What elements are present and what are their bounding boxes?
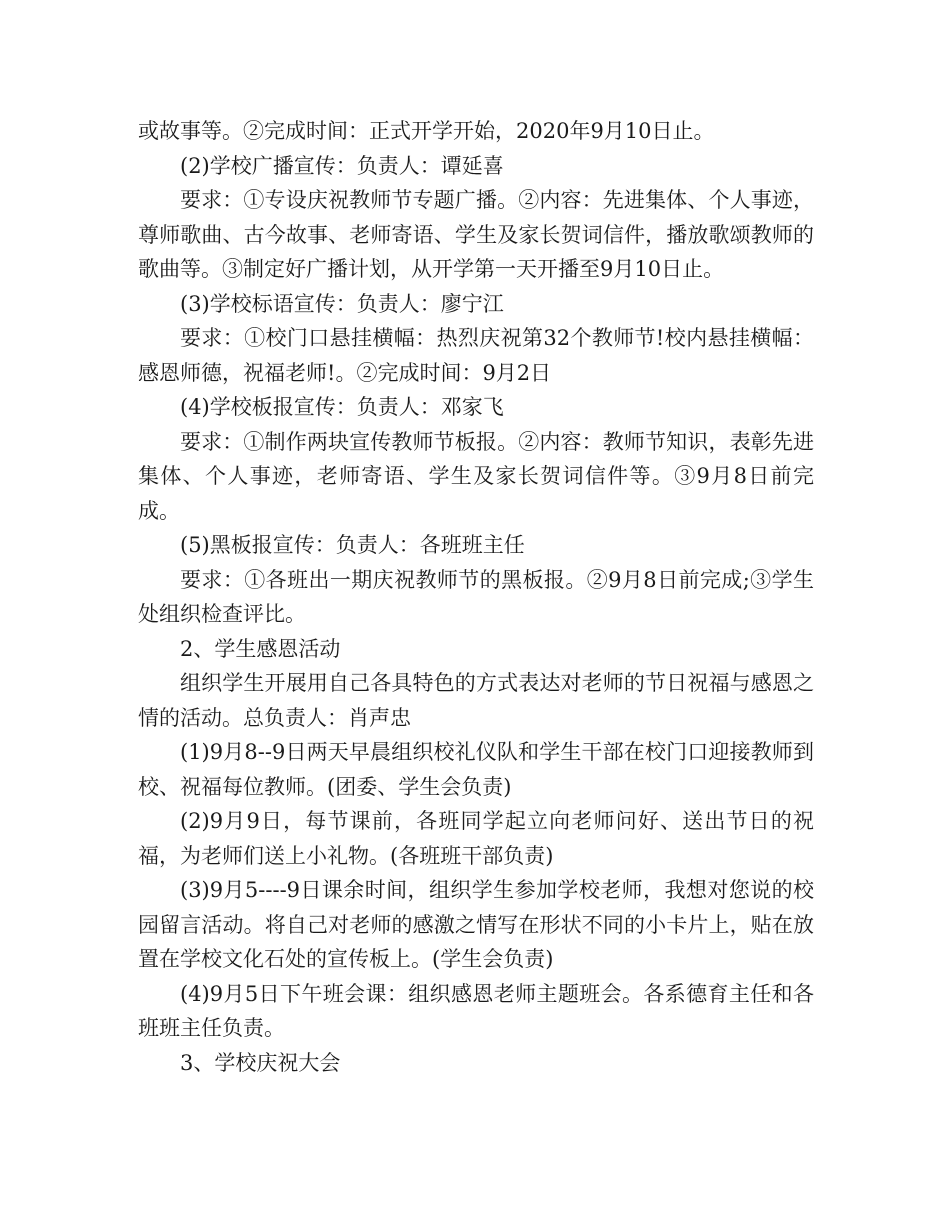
item-broadcast-heading: (2)学校广播宣传：负责人：谭延喜 — [180, 153, 504, 178]
document-page — [138, 114, 814, 1080]
gratitude-item-3: (3)9月5----9日课余时间，组织学生参加学校老师，我想对您说的校园留言活动。将自己对老师的感激之情写在形状不同的小卡片上，贴在放置在学校文化石处的宣传板上。(学生会负责) — [138, 878, 814, 971]
item-blackboard-heading: (5)黑板报宣传：负责人：各班班主任 — [180, 533, 525, 557]
item-board-heading: (4)学校板报宣传：负责人：邓家飞 — [180, 395, 504, 419]
gratitude-item-1: (1)9月8--9日两天早晨组织校礼仪队和学生干部在校门口迎接教师到校、祝福每位教师。(团委、学生会负责) — [138, 740, 814, 799]
item-board-requirements: 要求：①制作两块宣传教师节板报。②内容：教师节知识，表彰先进集体、个人事迹，老师寄语、学生及家长贺词信件等。③9月8日前完成。 — [138, 429, 814, 523]
section-heading-celebration: 3、学校庆祝大会 — [180, 1050, 341, 1075]
item-blackboard-requirements: 要求：①各班出一期庆祝教师节的黑板报。②9月8日前完成;③学生处组织检查评比。 — [138, 567, 814, 626]
gratitude-item-2: (2)9月9日，每节课前，各班同学起立向老师问好、送出节日的祝福，为老师们送上小礼物。(各班班干部负责) — [138, 809, 814, 868]
section-heading-gratitude: 2、学生感恩活动 — [180, 636, 341, 661]
gratitude-item-4: (4)9月5日下午班会课：组织感恩老师主题班会。各系德育主任和各班班主任负责。 — [138, 981, 814, 1040]
section-gratitude-intro: 组织学生开展用自己各具特色的方式表达对老师的节日祝福与感恩之情的活动。总负责人：肖声忠 — [138, 671, 814, 730]
item-slogan-requirements: 要求：①校门口悬挂横幅：热烈庆祝第32个教师节!校内悬挂横幅：感恩师德，祝福老师!。②完成时间：9月2日 — [138, 326, 814, 385]
item-slogan-heading: (3)学校标语宣传：负责人：廖宁江 — [180, 291, 504, 316]
item-broadcast-requirements: 要求：①专设庆祝教师节专题广播。②内容：先进集体、个人事迹，尊师歌曲、古今故事、老师寄语、学生及家长贺词信件，播放歌颂教师的歌曲等。③制定好广播计划，从开学第一天开播至9月10日止。 — [138, 188, 814, 281]
paragraph-continuation: 或故事等。②完成时间：正式开学开始，2020年9月10日止。 — [138, 119, 715, 143]
